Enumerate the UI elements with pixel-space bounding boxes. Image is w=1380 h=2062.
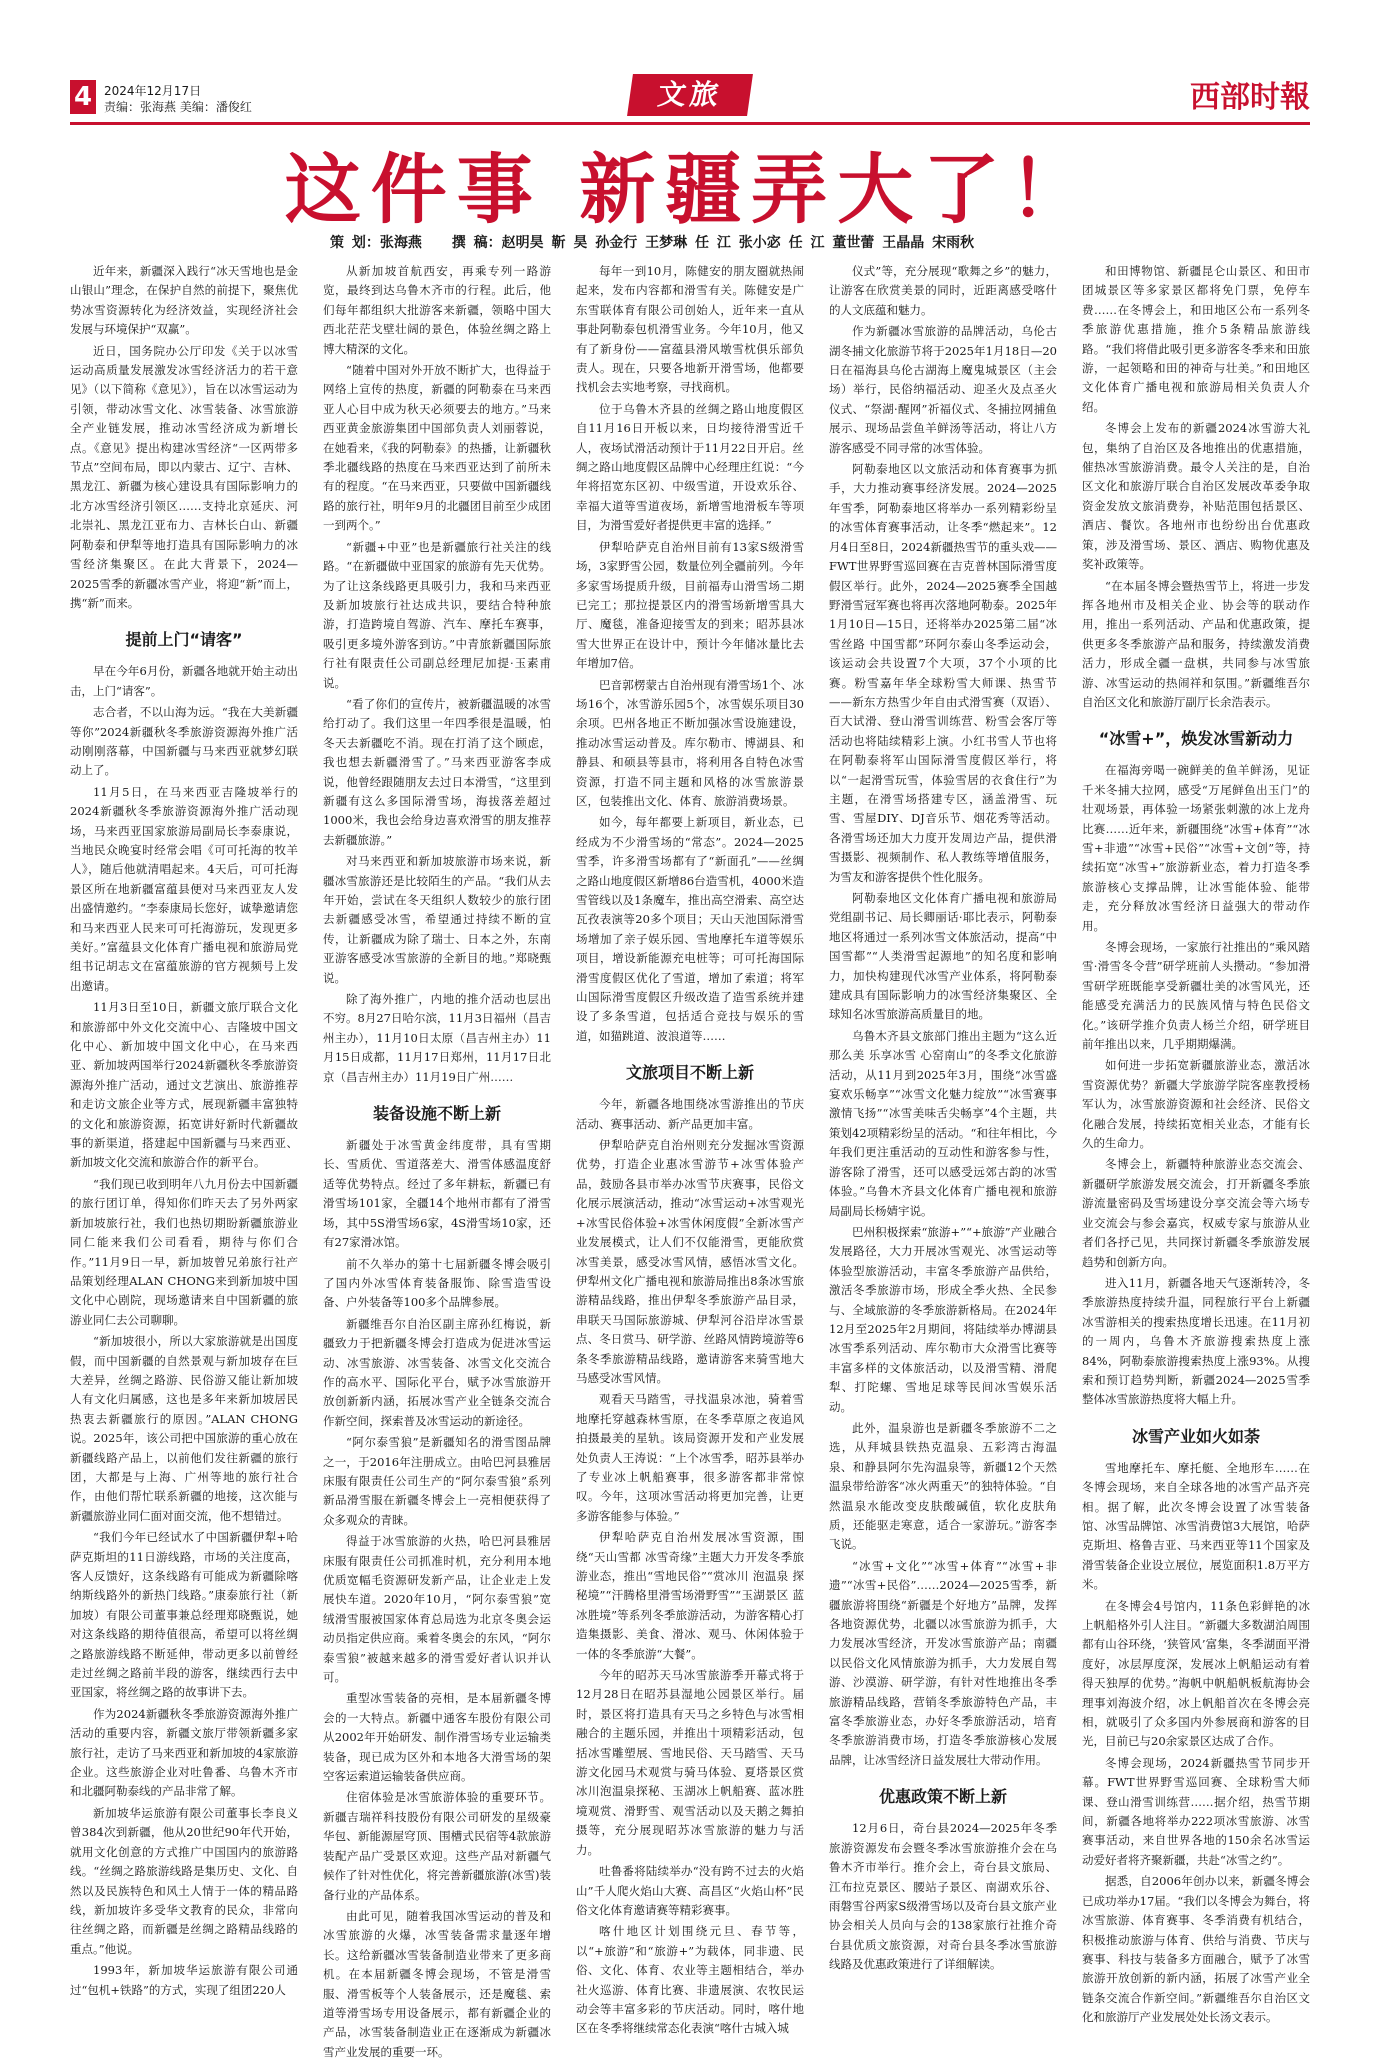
paragraph: 今年的昭苏天马冰雪旅游季开幕式将于12月28日在昭苏县湿地公园景区举行。届时，景区将打造具有天马之乡特色与冰雪相融合的主题乐园，并推出十项精彩活动，包括冰雪雕塑展、雪地民俗、天马踏雪、天马游文化园马术观赏与骑马体验、夏塔景区赏冰川泡温泉探秘、玉湖冰上帆船赛、蓝冰胜境观赏、滑野雪、观雪活动以及天鹅之舞拍摄等，充分展现昭苏冰雪旅游的魅力与活力。 (576, 1668, 804, 1857)
page-header (70, 80, 1310, 120)
paragraph: 冬博会上发布的新疆2024冰雪游大礼包，集纳了自治区及各地推出的优惠措施，催热冰雪旅游消费。最令人关注的是，自治区文化和旅游厅联合自治区发展改革委争取资金发放文旅消费券，补贴范围包括景区、酒店、餐饮。各地州市也纷纷出台优惠政策，涉及滑雪场、景区、酒店、购物优惠及奖补政策等。 (1082, 421, 1310, 572)
editor-line: 责编：张海燕 美编：潘俊红 (104, 100, 252, 114)
paragraph: 仪式”等，充分展现“歌舞之乡”的魅力，让游客在欣赏美景的同时，近距离感受喀什的人文底蕴和魅力。 (829, 264, 1057, 317)
planning-credit: 策 划：张海燕 (330, 235, 422, 251)
page-number: 4 (70, 80, 96, 114)
paragraph: 阿勒泰地区文化体育广播电视和旅游局党组副书记、局长卿丽话·耶比表示，阿勒泰地区将通过一系列冰雪文体旅活动，提高“中国雪都”“人类滑雪起源地”的知名度和影响力，加快构建现代冰雪产业体系，将阿勒泰建成具有国际影响力的冰雪经济集聚区、全球知名冰雪旅游高质量目的地。 (829, 891, 1057, 1022)
paragraph: 志合者，不以山海为远。“我在大美新疆等你”2024新疆秋冬季旅游资源海外推广活动刚刚落幕，中国新疆与马来西亚就梦幻联动上了。 (70, 705, 298, 778)
paragraph: 进入11月，新疆各地天气逐渐转冷，冬季旅游热度持续升温，同程旅行平台上新疆冰雪游相关的搜索热度增长迅速。在11月初的一周内，乌鲁木齐旅游搜索热度上涨84%，阿勒泰旅游搜索热度上涨93%。从搜索和预订趋势判断，新疆2024—2025雪季整体冰雪旅游热度将大幅上升。 (1082, 1275, 1310, 1407)
subheading: “冰雪+”，焕发冰雪新动力 (1098, 729, 1294, 749)
paragraph: 在福海旁喝一碗鲜美的鱼羊鲜汤，见证千米冬捕大拉网，感受“万尾鲜鱼出玉门”的壮观场景，再体验一场紧张刺激的冰上龙舟比赛……近年来，新疆围绕“冰雪+体育”“冰雪+非遗”“冰雪+民俗”“冰雪+文创”等，持续拓宽“冰雪+”旅游新业态，着力打造冬季旅游核心支撑品牌，让冰雪能体验、能带走，充分释放冰雪经济日益强大的带动作用。 (1082, 763, 1310, 933)
paragraph: 巴音郭楞蒙古自治州现有滑雪场1个、冰场16个，冰雪游乐园5个，冰雪娱乐项目30余项。巴州各地正不断加强冰雪设施建设，推动冰雪运动普及。库尔勒市、博湖县、和静县、和硕县等县市，将利用各自特色冰雪资源，打造不同主题和风格的冰雪旅游景区，包装推出文化、体育、旅游消费场景。 (576, 677, 804, 808)
paragraph: 据悉，自2006年创办以来，新疆冬博会已成功举办17届。“我们以冬博会为舞台，将冰雪旅游、体育赛事、冬季消费有机结合，积极推动旅游与体育、供给与消费、节庆与赛事、科技与装备多方面融合，赋予了冰雪旅游开放创新的新内涵，拓展了冰雪产业全链条交流合作新空间。”新疆维吾尔自治区文化和旅游厅产业发展处处长汤文表示。 (1082, 1874, 1310, 2025)
article-column (576, 262, 804, 2036)
paragraph: 新加坡华运旅游有限公司董事长李良义曾384次到新疆，他从20世纪90年代开始，就用文化创意的方式推广中国国内的旅游路线。“丝绸之路旅游线路是集历史、文化、自然以及民族特色和风土人情于一体的精品路线，新加坡许多受华文教育的民众，非常向往丝绸之路，而新疆是丝绸之路精品线路的重点。”他说。 (70, 1805, 298, 1956)
subheading: 文旅项目不断上新 (625, 1063, 754, 1083)
article-body (70, 262, 1310, 2059)
paragraph: 早在今年6月份，新疆各地就开始主动出击，上门“请客”。 (70, 664, 298, 698)
paragraph: 1993年，新加坡华运旅游有限公司通过“包机+铁路”的方式，实现了组团220人 (70, 1963, 298, 1997)
paragraph: 今年，新疆各地围绕冰雪游推出的节庆活动、赛事活动、新产品更加丰富。 (576, 1097, 804, 1131)
paragraph: 对马来西亚和新加坡旅游市场来说，新疆冰雪旅游还是比较陌生的产品。“我们从去年开始，尝试在冬天组织人数较少的旅行团去新疆感受冰雪，希望通过持续不断的宣传，让新疆成为除了瑞士、日本之外，东南亚游客感受冰雪旅游的全新目的地。”郑晓甄说。 (323, 854, 551, 985)
paragraph: 近日，国务院办公厅印发《关于以冰雪运动高质量发展激发冰雪经济活力的若干意见》（以下简称《意见》），旨在以冰雪运动为引领，带动冰雪文化、冰雪装备、冰雪旅游全产业链发展，推动冰雪经济成为新增长点。《意见》提出构建冰雪经济“一区两带多节点”空间布局，即以内蒙古、辽宁、吉林、黑龙江、新疆为核心建设具有国际影响力的北方冰雪经济引领区……支持北京延庆、河北崇礼、黑龙江亚布力、吉林长白山、新疆阿勒泰和伊犁等地打造具有国际影响力的冰雪经济集聚区。在此大背景下，2024—2025雪季的新疆冰雪产业，将迎“新”而上，携“新”而来。 (70, 343, 298, 610)
paragraph: 从新加坡首航西安，再乘专列一路游览，最终到达乌鲁木齐市的行程。此后，他们每年都组织大批游客来新疆，领略中国大西北茫茫戈壁壮阔的景色，体验丝绸之路上博大精深的文化。 (323, 264, 551, 356)
article-column (1082, 262, 1310, 2025)
paragraph: 12月6日，奇台县2024—2025年冬季旅游资源发布会暨冬季冰雪旅游推介会在乌鲁木齐市举行。推介会上，奇台县文旅局、江布拉克景区、腰站子景区、南湖欢乐谷、雨磐雪谷两家S级滑雪场以及奇台县文旅产业协会相关人员向与会的138家旅行社推介奇台县优质文旅资源，对奇台县冬季冰雪旅游线路及优惠政策进行了详细解读。 (829, 1821, 1057, 1972)
paragraph: 乌鲁木齐县文旅部门推出主题为“这么近 那么美 乐享冰雪 心窑南山”的冬季文化旅游活动，从11月到2025年3月，围绕“冰雪盛宴欢乐畅享”“冰雪文化魅力绽放”“冰雪赛事激情飞扬”“冰雪美味舌尖畅享”4个主题，共策划42项精彩纷呈的活动。“和往年相比，今年我们更注重活动的互动性和游客参与性，游客除了滑雪，还可以感受远郊古韵的冰雪体验。”乌鲁木齐县文化体育广播电视和旅游局副局长杨婧宇说。 (829, 1028, 1057, 1218)
article-column (829, 262, 1057, 1972)
paragraph: 每年一到10月，陈健安的朋友圈就热闹起来，发布内容都和滑雪有关。陈健安是广东雪联体育有限公司创始人，近年来一直从事赴阿勒泰包机滑雪业务。今年10月，他又有了新身份——富蕴县滑风墩雪枕俱乐部负责人。现在，只要各地新开滑雪场，他都要找机会去实地考察，寻找商机。 (576, 264, 804, 395)
paragraph: 冬博会现场，一家旅行社推出的“乘风踏雪·滑雪冬令营”研学班前人头攒动。“参加滑雪研学班既能享受新疆壮美的冰雪风光，还能感受充满活力的民族风情与特色民俗文化。”该研学推介负责人杨兰介绍，研学班目前年推出以来，几乎期期爆满。 (1082, 940, 1310, 1052)
section-banner: 文旅 (627, 74, 753, 116)
paragraph: 伊犁哈萨克自治州发展冰雪资源，围绕“天山雪都 冰雪奇缘”主题大力开发冬季旅游业态，推出“雪地民俗”“赏冰川 泡温泉 探秘境”“汗腾格里滑雪场滑野雪”“玉湖景区 蓝冰胜境”等系列冬季旅游活动，为游客精心打造集摄影、美食、滑冰、观马、休闲体验于一体的冬季旅游“大餐”。 (576, 1530, 804, 1661)
paragraph: “我们现已收到明年八九月份去中国新疆的旅行团订单，得知你们昨天去了另外两家新加坡旅行社，我们也热切期盼新疆旅游业同仁能来我们公司看看，期待与你们合作。”11月9日一早，新加坡曾兄弟旅行社产品策划经理ALAN CHONG来到新加坡中国文化中心剧院，现场邀请来自中国新疆的旅游业同仁去公司聊聊。 (70, 1176, 298, 1327)
subheading: 提前上门“请客” (125, 630, 243, 650)
paragraph: 喀什地区计划围绕元旦、春节等，以“+旅游”和“旅游+”为载体，同非遗、民俗、文化、体育、农业等主题相结合，举办社火巡游、体育比赛、非遗展演、农牧民运动会等丰富多彩的节庆活动。同时，喀什地区在冬季将继续常态化表演“喀什古城入城 (576, 1924, 804, 2036)
newspaper-logo: 西部时報 (1190, 80, 1310, 115)
paragraph: 前不久举办的第十七届新疆冬博会吸引了国内外冰雪体育装备服饰、除雪造雪设备、户外装备等100多个品牌参展。 (323, 1256, 551, 1310)
paragraph: “看了你们的宣传片，被新疆温暖的冰雪给打动了。我们这里一年四季很是温暖，怕冬天去新疆吃不消。现在打消了这个顾虑，我也想去新疆滑雪了。”马来西亚游客李成说，他曾经跟随朋友去过日本滑雪，“这里到新疆有这么多国际滑雪场，海拔落差超过1000米，我也会给身边喜欢滑雪的朋友推荐去新疆旅游。” (323, 696, 551, 847)
paragraph: “随着中国对外开放不断扩大，也得益于网络上宣传的热度，新疆的阿勒泰在马来西亚人心目中成为秋天必须要去的地方。”马来西亚黄金旅游集团中国部负责人刘丽蓉说，在她看来，《我的阿勒泰》的热播，让新疆秋季北疆线路的热度在马来西亚达到了前所未有的程度。“在马来西亚，只要做中国新疆线路的旅行社，明年9月的北疆团目前至少成团一到两个。” (323, 363, 551, 533)
paragraph: 巴州积极探索“旅游+”“+旅游”产业融合发展路径，大力开展冰雪观光、冰雪运动等体验型旅游活动，丰富冬季旅游产品供给，激活冬季旅游市场，形成全季火热、全民参与、全域旅游的冬季旅游新格局。在2024年12月至2025年2月期间，将陆续举办博湖县冰雪季系列活动、库尔勒市大众滑雪比赛等丰富多样的文体旅活动，以及滑雪精、滑爬犁、打陀螺、雪地足球等民间冰雪娱乐活动。 (829, 1224, 1057, 1414)
paragraph: “在本届冬博会暨热雪节上，将进一步发挥各地州市及相关企业、协会等的联动作用，推出一系列活动、产品和优惠政策，提供更多冬季旅游产品和服务，持续激发消费活力，形成全疆一盘棋，共同参与冰雪旅游、冰雪运动的热闹祥和氛围。”新疆维吾尔自治区文化和旅游厅副厅长余浩表示。 (1082, 578, 1310, 709)
paragraph: 作为新疆冰雪旅游的品牌活动，乌伦古湖冬捕文化旅游节将于2025年1月18日—20日在福海县乌伦古湖海上魔鬼城景区（主会场）举行，民俗纳福活动、迎圣火及点圣火仪式、“祭湖·醒网”祈福仪式、冬捕拉网捕鱼展示、现场品尝鱼羊鲜汤等活动，将让八方游客感受不同寻常的冰雪体验。 (829, 324, 1057, 455)
paragraph: 新疆维吾尔自治区副主席孙红梅说，新疆致力于把新疆冬博会打造成为促进冰雪运动、冰雪旅游、冰雪装备、冰雪文化交流合作的高水平、国际化平台，赋予冰雪旅游开放创新新内涵，拓展冰雪产业全链条交流合作新空间，探索普及冰雪运动的新途径。 (323, 1316, 551, 1428)
paragraph: 雪地摩托车、摩托艇、全地形车……在冬博会现场，来自全球各地的冰雪产品齐亮相。据了解，此次冬博会设置了冰雪装备馆、冰雪品牌馆、冰雪消费馆3大展馆，哈萨克斯坦、格鲁吉亚、马来西亚等11个国家及滑雪装备企业设立展位，展览面积1.8万平方米。 (1082, 1460, 1310, 1592)
paragraph: 如今，每年都要上新项目，新业态，已经成为不少滑雪场的“常态”。2024—2025雪季，许多滑雪场都有了“新面孔”——丝绸之路山地度假区新增86台造雪机，4000米造雪管线以及1条魔车，推出高空滑索、高空达瓦孜表演等20多个项目；天山天池国际滑雪场增加了亲子娱乐园、雪地摩托车道等娱乐项目，增设新能源充电桩等；可可托海国际滑雪度假区优化了雪道，增加了索道；将军山国际滑雪度假区升级改造了造雪系统并建设了多条雪道，包括适合竞技与娱乐的雪道，如猫跳道、波浪道等…… (576, 815, 804, 1043)
byline (330, 232, 1130, 252)
headline: 这件事 新疆弄大了！ (284, 145, 1096, 234)
subheading: 优惠政策不断上新 (878, 1787, 1007, 1807)
paragraph: 冬博会现场，2024新疆热雪节同步开幕。FWT世界野雪巡回赛、全球粉雪大师课、登山滑雪训练营……据介绍，热雪节期间，新疆各地将举办222项冰雪旅游、冰雪赛事活动，来自世界各地的150余名冰雪运动爱好者将齐聚新疆，共赴“冰雪之约”。 (1082, 1755, 1310, 1867)
paragraph: 11月3日至10日，新疆文旅厅联合文化和旅游部中外文化交流中心、吉隆坡中国文化中心、新加坡中国文化中心，在马来西亚、新加坡两国举行2024新疆秋冬季旅游资源海外推广活动，通过文艺演出、旅游推荐和走访文旅企业等方式，展现新疆丰富独特的文化和旅游资源，拓宽讲好新时代新疆故事的新渠道，搭建起中国新疆与马来西亚、新加坡文化交流和旅游合作的新平台。 (70, 1000, 298, 1170)
paragraph: 阿勒泰地区以文旅活动和体育赛事为抓手，大力推动赛事经济发展。2024—2025年雪季，阿勒泰地区将举办一系列精彩纷呈的冰雪体育赛事活动，让冬季“燃起来”。12月4日至8日，2024新疆热雪节的重头戏——FWT世界野雪巡回赛在吉克普林国际滑雪度假区举行。此外，2024—2025赛季全国越野滑雪冠军赛也将再次落地阿勒泰。2025年1月10日—15日，还将举办2025第二届“冰雪丝路 中国雪都”环阿尔泰山冬季运动会，该运动会共设置7个大项，37个小项的比赛。粉雪嘉年华全球粉雪大师课、热雪节——新东方热雪少年自由式滑雪赛（双语）、百大试滑、登山滑雪训练营、粉雪会客厅等活动也将陆续精彩上演。小红书雪人节也将在阿勒泰将军山国际滑雪度假区举行，将以“一起滑雪玩雪，体验雪居的衣食住行”为主题，在滑雪场搭建专区，涵盖滑雪、玩雪、雪屋DIY、DJ音乐节、烟花秀等活动。各滑雪场还加大力度开发周边产品，提供滑雪摄影、视频制作、私人教练等增值服务，为雪友和游客提供个性化服务。 (829, 462, 1057, 884)
issue-date: 2024年12月17日 (104, 84, 202, 98)
paragraph: 冬博会上，新疆特种旅游业态交流会、新疆研学旅游发展交流会，打开新疆冬季旅游流量密码及雪场建设分享交流会等六场专业交流会与参会嘉宾，权威专家与旅游从业者们各抒己见，共同探讨新疆冬季旅游发展趋势和创新方向。 (1082, 1157, 1310, 1269)
paragraph: “新加坡很小，所以大家旅游就是出国度假，而中国新疆的自然景观与新加坡存在巨大差异，丝绸之路游、民俗游又能让新加坡人有文化归属感，这也是多年来新加坡居民热衷去新疆旅行的原因。”ALAN CHONG说。2025年，该公司把中国旅游的重心放在新疆线路产品上，以前他们发往新疆的旅行团，大都是与上海、广州等地的旅行社合作，由他们帮忙联系新疆的地接，这次能与新疆旅游业同仁面对面交流，他不想错过。 (70, 1334, 298, 1523)
paragraph: “我们今年已经试水了中国新疆伊犁+哈萨克斯坦的11日游线路，市场的关注度高，客人反馈好，这条线路有可能成为新疆除喀纳斯线路外的新热门线路。”康泰旅行社（新加坡）有限公司董事兼总经理郑晓甄说，她对这条线路的期待值很高，希望可以将丝绸之路旅游线路不断延伸，带动更多以前曾经走过丝绸之路前半段的游客，继续西行去中亚国家，将丝绸之路的故事讲下去。 (70, 1530, 298, 1700)
paragraph: “新疆+中亚”也是新疆旅行社关注的线路。“在新疆做中亚国家的旅游有先天优势。为了让这条线路更具吸引力，我和马来西亚及新加坡旅行社达成共识，要结合特种旅游，打造跨境自驾游、汽车、摩托车赛事，吸引更多境外游客到访。”中青旅新疆国际旅行社有限责任公司副总经理尼加提·玉素甫说。 (323, 539, 551, 690)
paragraph: 近年来，新疆深入践行“冰天雪地也是金山银山”理念，在保护自然的前提下，聚焦优势冰雪资源转化为经济效益，实现经济社会发展与环境保护“双赢”。 (70, 264, 298, 337)
header-divider (70, 122, 1310, 125)
paragraph: 除了海外推广，内地的推介活动也层出不穷。8月27日哈尔滨，11月3日福州（昌吉州主办），11月10日太原（昌吉州主办）11月15日成都，11月17日郑州，11月17日北京（昌吉州主办）11月19日广州…… (323, 992, 551, 1084)
paragraph: 观看天马踏雪，寻找温泉冰池，骑着雪地摩托穿越森林雪原，在冬季草原之夜追风拍摄最美的星轨。该局资源开发和产业发展处负责人王涛说：“上个冰雪季，昭苏县举办了专业冰上帆船赛事，很多游客都非常惊叹。今年，这项冰雪活动将更加完善，让更多游客能参与体验。” (576, 1392, 804, 1523)
subheading: 装备设施不断上新 (372, 1104, 501, 1124)
paragraph: 住宿体验是冰雪旅游体验的重要环节。新疆吉瑞祥科技股份有限公司研发的星级豪华包、新能源屋穹顶、围槽式民宿等4款旅游装配产品广受景区欢迎。这些产品对新疆气候作了针对性优化，将完善新疆旅游(冰雪)装备行业的产品体系。 (323, 1790, 551, 1902)
article-column (70, 262, 298, 1997)
paragraph: 此外，温泉游也是新疆冬季旅游不二之选，从拜城县铁热克温泉、五彩湾古海温泉、和静县阿尔先沟温泉等，新疆12个天然温泉带给游客“冰火两重天”的独特体验。“自然温泉水能改变皮肤酸碱值，软化皮肤角质，还能驱走寒意，适合一家游玩。”游客李飞说。 (829, 1420, 1057, 1552)
paragraph: 重型冰雪装备的亮相，是本届新疆冬博会的一大特点。新疆中通客车股份有限公司从2002年开始研发、制作滑雪场专业运输类装备，现已成为区外和本地各大滑雪场的架空客运索道运输装备供应商。 (323, 1691, 551, 1784)
paragraph: 得益于冰雪旅游的火热，哈巴河县雅居床服有限责任公司抓准时机，充分利用本地优质宽幅毛资源研发新产品，让企业走上发展快车道。2020年10月，“阿尔泰雪狼”宽绒滑雪服被国家体育总局选为北京冬奥会运动员指定供应商。乘着冬奥会的东风，“阿尔泰雪狼”被越来越多的滑雪爱好者认识并认可。 (323, 1534, 551, 1685)
paragraph: 吐鲁番将陆续举办“没有跨不过去的火焰山”千人爬火焰山大赛、高昌区“火焰山杯”民俗文化体育邀请赛等精彩赛事。 (576, 1864, 804, 1917)
paragraph: “阿尔泰雪狼”是新疆知名的滑雪图品牌之一，于2016年注册成立。由哈巴河县雅居床服有限责任公司生产的“阿尔泰雪狼”系列新品滑雪服在新疆冬博会上一亮相便获得了众多观众的青睐。 (323, 1435, 551, 1527)
paragraph: 作为2024新疆秋冬季旅游资源海外推广活动的重要内容，新疆文旅厅带领新疆多家旅行社，走访了马来西亚和新加坡的4家旅游企业。这些旅游企业对吐鲁番、乌鲁木齐市和北疆阿勒泰线的产品非常了解。 (70, 1706, 298, 1799)
paragraph: “冰雪+文化”“冰雪+体育”“冰雪+非遗”“冰雪+民俗”……2024—2025雪季，新疆旅游将围绕“新疆是个好地方”品牌，发挥各地资源优势，北疆以冰雪旅游为抓手，大力发展冰雪经济，开发冰雪旅游产品；南疆以民俗文化风情旅游为抓手，大力发展自驾游、沙漠游、研学游，有针对性地推出冬季旅游精品线路，营销冬季旅游特色产品，丰富冬季旅游业态，办好冬季旅游活动，培育冬季旅游消费市场，打造冬季旅游核心发展品牌，让冰雪经济日益发展壮大带动作用。 (829, 1558, 1057, 1767)
paragraph: 新疆处于冰雪黄金纬度带，具有雪期长、雪质优、雪道落差大、滑雪体感温度舒适等优势特点。经过了多年耕耘，新疆已有滑雪场101家，全疆14个地州市都有了滑雪场，其中5S滑雪场6家，4S滑雪场10家，还有27家滑冰馆。 (323, 1138, 551, 1250)
paragraph: 伊犁哈萨克自治州则充分发掘冰雪资源优势，打造企业惠冰雪游节+冰雪体验产品，鼓励各县市举办冰雪节庆赛事，民俗文化展示展演活动，推动“冰雪运动+冰雪观光+冰雪民俗体验+冰雪休闲度假”全新冰雪产业发展模式，让人们不仅能滑雪，更能欣赏冰雪美景，感受冰雪风情，感悟冰雪文化。伊犁州文化广播电视和旅游局推出8条冰雪旅游精品线路，推出伊犁冬季旅游产品目录，串联天马国际旅游城、伊犁河谷沿岸冰雪景点、冬日赏马、研学游、丝路风情跨境游等6条冬季旅游精品线路，邀请游客来骑雪地大马感受冰雪风情。 (576, 1138, 804, 1385)
paragraph: 11月5日，在马来西亚吉隆坡举行的2024新疆秋冬季旅游资源海外推广活动现场，马来西亚国家旅游局副局长李泰康说，当地民众晚宴时经常会唱《可可托海的牧羊人》，随后他就清唱起来。4天后，可可托海景区所在地新疆富蕴县便对马来西亚友人发出盛情邀约。“李泰康局长您好，诚挚邀请您和马来西亚人民来可可托海游玩，发现更多美好。”富蕴县文化体育广播电视和旅游局党组书记胡志文在富蕴旅游的官方视频号上发出邀请。 (70, 784, 298, 993)
paragraph: 如何进一步拓宽新疆旅游业态，激活冰雪资源优势？新疆大学旅游学院客座教授杨军认为，冰雪旅游资源和社会经济、民俗文化融合发展，持续拓宽相关业态，才能有长久的生命力。 (1082, 1058, 1310, 1151)
subheading: 冰雪产业如火如荼 (1131, 1426, 1260, 1446)
article-column (323, 262, 551, 2059)
paragraph: 在冬博会4号馆内，11条色彩鲜艳的冰上帆船格外引人注目。“新疆大多数湖泊周围都有山谷环绕，‘狭管风’富集，冬季湖面平滑度好，冰层厚度深，发展冰上帆船运动有着得天独厚的优势。”海帆中帆船帆板航海协会理事刘海波介绍，冰上帆船首次在冬博会亮相，就吸引了众多国内外参展商和游客的目光，目前已与20余家景区达成了合作。 (1082, 1598, 1310, 1749)
paragraph: 和田博物馆、新疆昆仑山景区、和田市团城景区等多家景区都将免门票，免停车费……在冬博会上，和田地区公布一系列冬季旅游优惠措施，推介5条精品旅游线路。“我们将借此吸引更多游客冬季来和田旅游，一起领略和田的神奇与壮美。”和田地区文化体育广播电视和旅游局相关负责人介绍。 (1082, 264, 1310, 414)
writers-credit: 撰 稿：赵明昊 靳 昊 孙金行 王梦琳 任 江 张小宓 任 江 董世蕾 王晶晶 宋雨秋 (451, 235, 975, 251)
paragraph: 伊犁哈萨克自治州目前有13家S级滑雪场，3家野雪公园，数量位列全疆前列。今年多家雪场提质升级，目前福寿山滑雪场二期已完工；那拉提景区内的滑雪场新增雪具大厅、魔毯，准备迎接雪友的到来；昭苏县冰雪大世界正在设计中，预计今年储冰量比去年增加7倍。 (576, 539, 804, 671)
paragraph: 由此可见，随着我国冰雪运动的普及和冰雪旅游的火爆，冰雪装备需求量逐年增长。这给新疆冰雪装备制造业带来了更多商机。在本届新疆冬博会现场，不管是滑雪服、滑雪板等个人装备展示，还是魔毯、索道等滑雪场专用设备展示，都有新疆企业的产品，冰雪装备制造业正在逐渐成为新疆冰雪产业发展的重要一环。 (323, 1908, 551, 2059)
paragraph: 位于乌鲁木齐县的丝绸之路山地度假区自11月16日开板以来，日均接待滑雪近千人，夜场试滑活动预计于11月22日开启。丝绸之路山地度假区品牌中心经理庄红说：“今年将招宽东区初、中级雪道，开设欢乐谷、幸福大道等雪道夜场，新增雪地滑板车等项目，为滑雪爱好者提供更丰富的选择。” (576, 401, 804, 533)
